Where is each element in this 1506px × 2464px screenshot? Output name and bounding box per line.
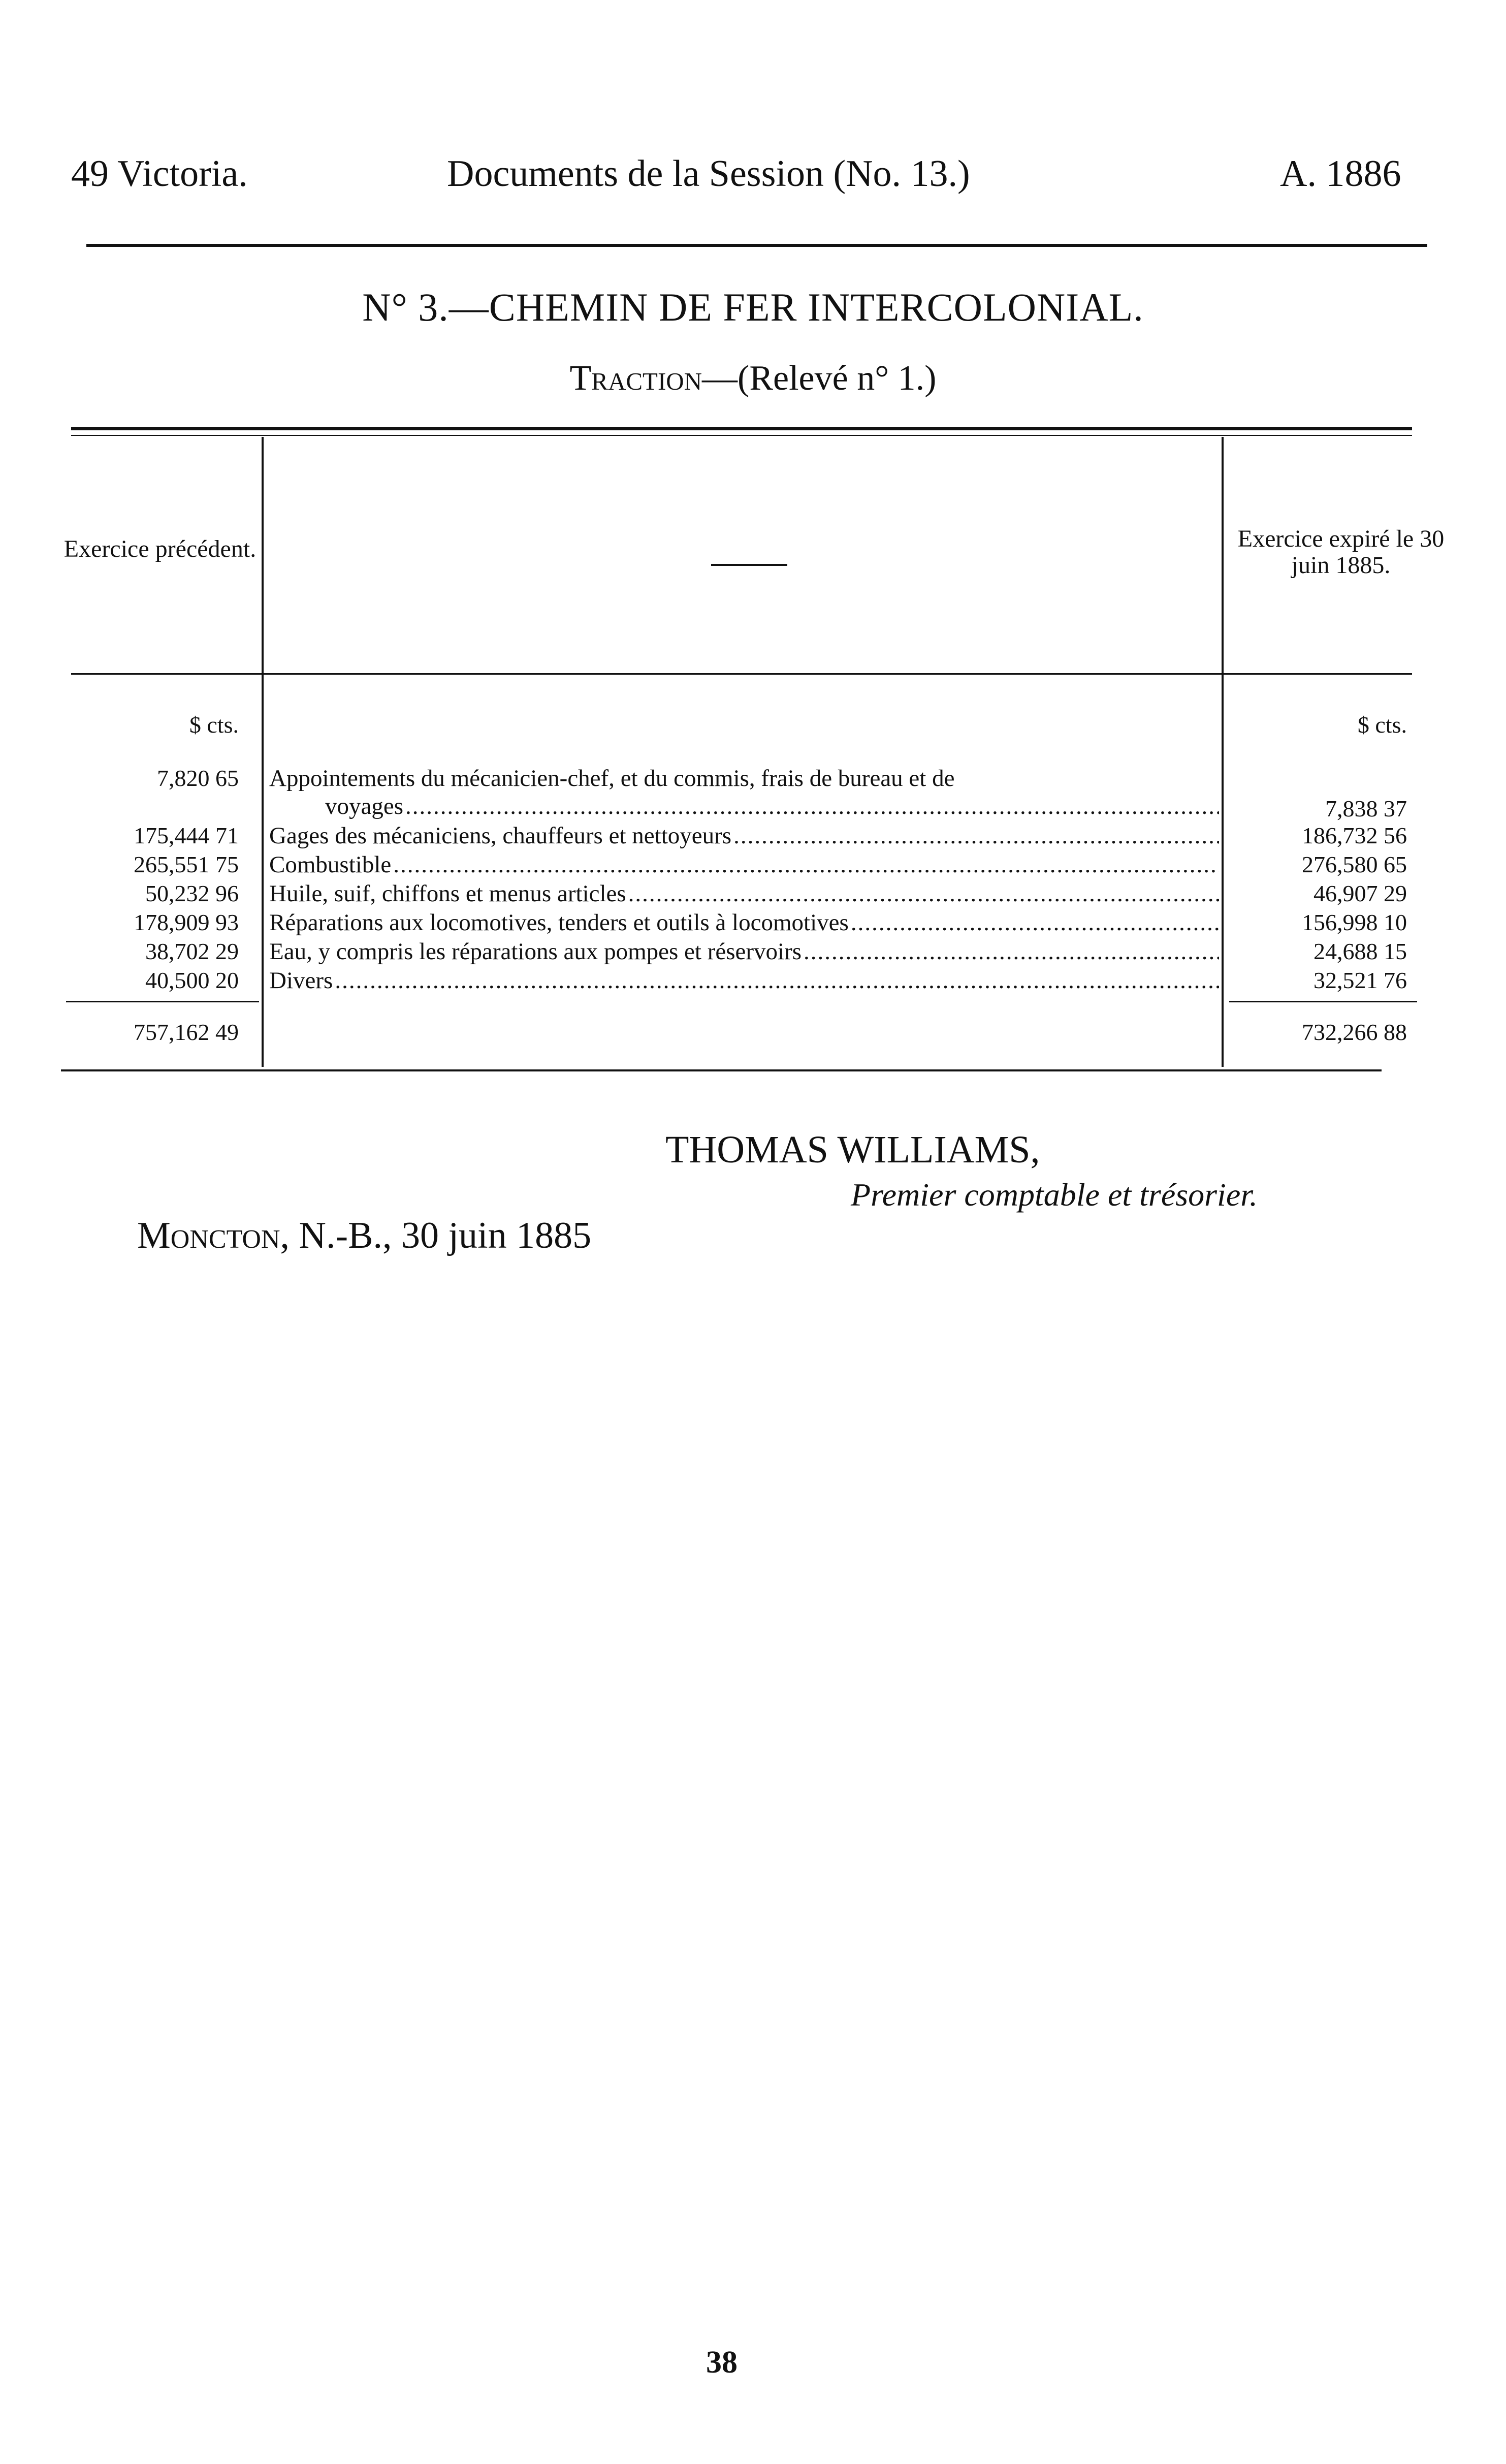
row-5-current: 156,998 10 [1302,909,1407,935]
row-1-description-line1: Appointements du mécanicien-chef, et du commis, frais de bureau et de [269,765,955,792]
header-right: A. 1886 [1280,153,1401,195]
row-4-description: Huile, suif, chiffons et menus articles ..... [269,880,1219,907]
column-header-description-dash [711,564,787,566]
unit-previous: $ cts. [189,712,239,738]
row-3-previous: 265,551 75 [134,851,239,877]
row-6-previous: 38,702 29 [145,938,239,964]
column-header-current: Exercice expiré le 30 juin 1885. [1237,525,1445,579]
row-3-description: Combustible ..... [269,851,1219,878]
header-center: Documents de la Session (No. 13.) [447,153,970,195]
row-5-description: Réparations aux locomotives, tenders et outils à locomotives ..... [269,909,1219,936]
subtitle-rest: —(Relevé n° 1.) [702,359,937,398]
page-number: 38 [706,2345,738,2380]
table-right-divider [1222,437,1224,1067]
row-1-previous: 7,820 65 [157,765,239,791]
row-7-previous: 40,500 20 [145,967,239,993]
row-6-current: 24,688 15 [1313,938,1407,964]
header-rule [86,244,1427,247]
row-5-previous: 178,909 93 [134,909,239,935]
total-previous: 757,162 49 [134,1019,239,1045]
signatory-role: Premier comptable et trésorier. [851,1177,1258,1213]
row-7-current: 32,521 76 [1313,967,1407,993]
document-subtitle [0,358,1506,399]
total-rule-current [1229,1001,1417,1002]
table-top-rule-thin [71,435,1412,436]
total-current: 732,266 88 [1302,1019,1407,1045]
row-4-previous: 50,232 96 [145,880,239,906]
header-left: 49 Victoria. [71,153,248,195]
row-7-description: Divers ..... [269,967,1219,994]
row-2-current: 186,732 56 [1302,823,1407,848]
date-text: , N.-B., 30 juin 1885 [280,1215,592,1256]
table-bottom-rule [61,1069,1382,1071]
total-rule-previous [66,1001,259,1002]
table-top-rule [71,427,1412,430]
row-4-current: 46,907 29 [1313,880,1407,906]
row-6-description: Eau, y compris les réparations aux pompes et réservoirs ..... [269,938,1219,965]
header-separator [71,673,1412,675]
row-1-current: 7,838 37 [1325,796,1407,822]
document-title: N° 3.—CHEMIN DE FER INTERCOLONIAL. [362,285,1144,329]
signatory-name: THOMAS WILLIAMS, [665,1128,1040,1171]
place-date [137,1214,591,1257]
row-1-description: voyages ..... [325,793,1219,820]
column-header-previous: Exercice précédent. [63,535,257,562]
subtitle-smallcaps: Traction [569,359,702,398]
place-name: Moncton [137,1215,280,1256]
row-2-previous: 175,444 71 [134,823,239,848]
row-2-description: Gages des mécaniciens, chauffeurs et nettoyeurs ..... [269,822,1219,849]
row-3-current: 276,580 65 [1302,851,1407,877]
unit-current: $ cts. [1357,712,1407,738]
table-left-divider [262,437,264,1067]
